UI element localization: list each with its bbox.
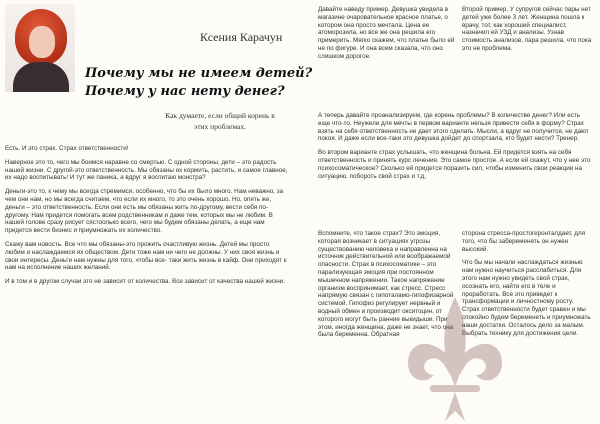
wide-paragraph: Во втором варианте страх услышать, что женщина больна. Ей придется взять на себя ответственность и принять курс лечения. Это самое простое. А если ей скажут, что у нее это психосоматическое? Сколько ей придется поразить сил, чтобы изменить свои реакции на ситуацию, побороть свой страх и т.д. [318, 149, 591, 180]
right-bottom-paragraph: Что бы мы начали наслаждаться жизнью нам нужно научиться расслабиться. Для этого нам нужно увидеть свой страх, осознать его, найти его в теле и проработать. Все это приведет к трансформации и личностному росту. Страх ответственности будет сравен и мы спокойно будем беременеть и приумножать наши достатки. Осталось дело за малым. Выбрать технику для достижения цели. [462, 259, 591, 337]
fleur-de-lis-watermark [400, 295, 510, 423]
mid-top-column [318, 6, 458, 67]
right-top-column [462, 6, 592, 59]
author-name: Ксения Карачун [200, 30, 283, 44]
left-paragraph: Наверное это то, чего мы боимся наравне со смертью. С одной стороны, дети – это радость нашей жизни. С другой-это ответственность. Мы обязаны их кормить, растить, и самое главное, их надо воспитывать! И тут же паника, а вдруг я воспитаю монстра? [5, 158, 288, 182]
mid-top-paragraph: Давайте наведу пример. Девушка увидела в магазине очаровательное красное платье, о котором она просто мечтала. Цена ее атоморозила, но все же она решила его примерить. Мягко скажем, что платье было ей не по фигуре. И она всем сказала, что оно слишком дорогое. [318, 6, 455, 60]
wide-section [318, 112, 593, 186]
left-paragraph: И в том и в другом случаи это не зависит от количества. Все зависит от качества нашей жизни. [5, 278, 285, 286]
title-line-1: Почему мы не имеем детей? [85, 66, 313, 81]
title-line-2: Почему у нас нету денег? [85, 84, 285, 99]
left-paragraph: Деньги-это то, к чему мы всегда стремимся, особенно, что бы их было много. Нам неважно, за чем они нам, но мы всегда считаем, что если их много, то это очень хорошо. Но, опять же, деньги – это ответственность. Если они есть мы обязаны жить по-другому, вести себя по-другому. Нам придется помогать всем родственникам и даже тем, которых мы не любим. В нашей голове сразу рисует сястоолько всего, чего мы будем обязаны делать, а еще нам придется вести бизнес и приумножать их количество. [5, 188, 284, 235]
left-paragraph: Есть. И это страх. Страх ответственности! [5, 145, 129, 152]
left-column [5, 145, 290, 292]
wide-paragraph: А теперь давайте проанализируем, где корень проблемы? В количестве денег? Или есть еще что-то. Неужели для мечты в первом варианте нельзя привести себя в форму? Страх взять на себя ответственность не дает этого сделать. Мысли, а вдруг не получится, не дают покоя. И даже если все-таки это девушка дойдет до спортзала, кто будет нести? Тренер. [318, 112, 589, 143]
author-photo [5, 4, 75, 92]
left-paragraph: Скажу вам новость. Все что мы обязаны-это прожить счастливую жизнь. Детей мы просто любим и наслаждаемся их обществом. Дети тоже нам ни чего не должны. У них своя жизнь и свои интересы. Деньги нам нужны для того, чтобы все- таки жить жизнь в кайф. Они приходят к нам на исполнение наших желаний. [5, 240, 287, 272]
mid-bottom-paragraph: Вспомните, что такое страх? Это эмоция, которая возникает в ситуациях угрозы существованию человека и направленна на источник действительной или воображаемой опасности. Страх в психосоматике – это парализующая эмоция при постоянном мышечном напряжении. Такое напряжение организм воспринимает, как стресс. Стресс напрямую связан с гипоталамо-гипофизарной системой. Гипофиз регулирует нервный и водный обмен и производит окситоцин, от которого могут быть ранние выкидыши. При этом, иногда женщина, даже не знает, что она была беременна. Обратная [318, 230, 454, 339]
subtitle: Как думаете, если общий корень в этих проблемах. [165, 111, 275, 131]
right-top-paragraph: Второй пример. У супругов сейчас пары нет детей уже более 3 лет. Женщина пошла к врачу, тот, как хороший специалист, назначил ей УЗД и анализы. Узнав стоимость анализов, пара решила, что пока это не проблема. [462, 6, 592, 52]
right-bottom-paragraph: сторона стресса-простогеронталдает, для того, что бы забеременеть он нужен высокий. [462, 230, 586, 253]
